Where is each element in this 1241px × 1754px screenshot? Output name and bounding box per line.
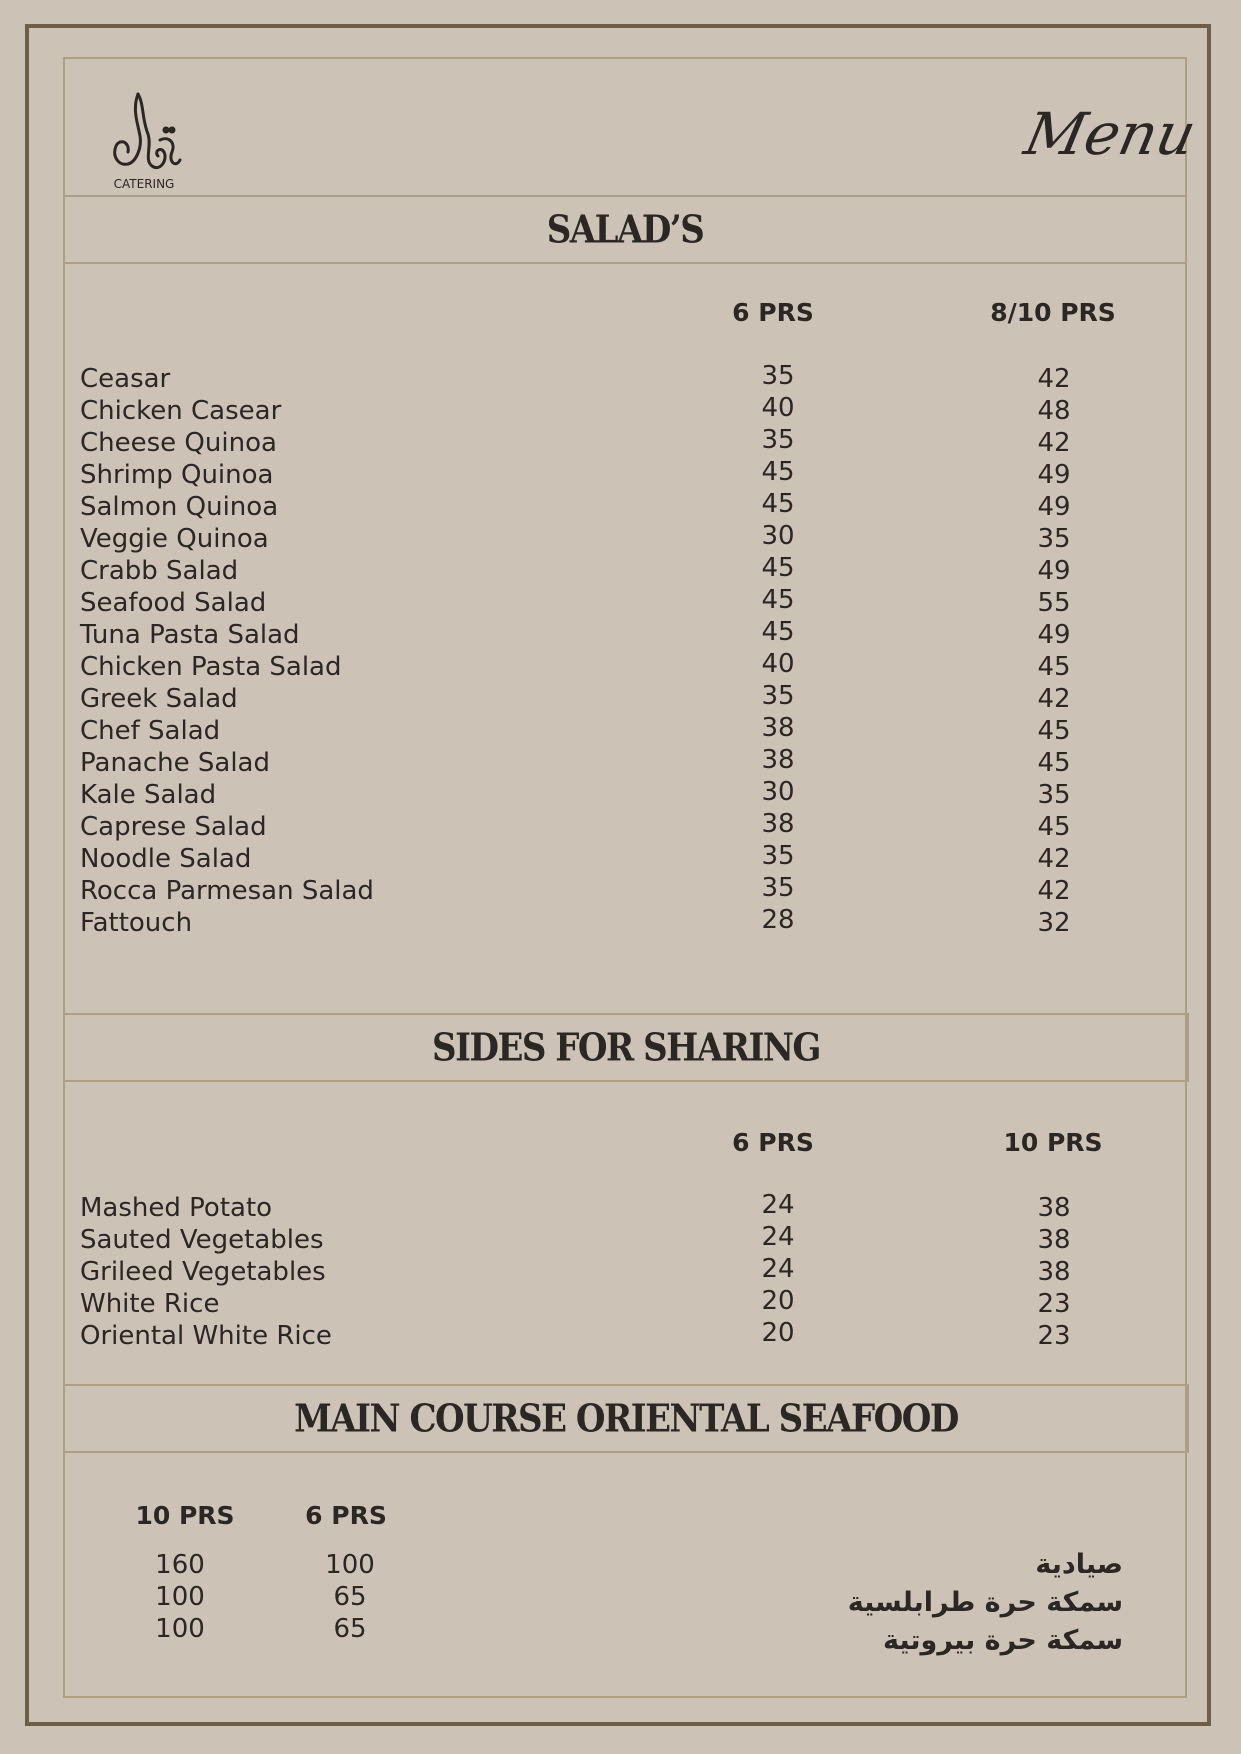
salads-item-name: Kale Salad	[80, 780, 217, 810]
seafood-price-6prs-list	[290, 1549, 410, 1645]
seafood-name-list	[848, 1546, 1123, 1660]
salads-item-price: 38	[761, 745, 795, 775]
seafood-price-10prs-list	[120, 1549, 240, 1645]
sides-price-6prs-list	[718, 1189, 838, 1349]
seafood-col2-header: 6 PRS	[305, 1501, 387, 1530]
salads-item-name: Ceasar	[80, 364, 171, 394]
seafood-section-header	[63, 1384, 1189, 1453]
sides-item-price: 20	[761, 1318, 795, 1348]
logo-caption: CATERING	[113, 177, 175, 191]
sides-item-name: Mashed Potato	[80, 1193, 273, 1223]
salads-item-price: 45	[761, 617, 795, 647]
salads-item-price: 45	[761, 553, 795, 583]
sides-item-price: 24	[761, 1222, 795, 1252]
sides-item-name: Oriental White Rice	[80, 1321, 332, 1351]
seafood-item-price: 100	[325, 1550, 375, 1580]
salads-item-name: Greek Salad	[80, 684, 238, 714]
salads-item-price: 45	[761, 457, 795, 487]
salads-item-price: 35	[761, 425, 795, 455]
salads-item-price: 42	[1037, 364, 1071, 394]
salads-item-price: 45	[1037, 716, 1071, 746]
sides-item-price: 38	[1037, 1225, 1071, 1255]
salads-item-price: 45	[761, 489, 795, 519]
seafood-title: MAIN COURSE ORIENTAL SEAFOOD	[294, 1396, 958, 1441]
seafood-item-name: صيادية	[1035, 1549, 1123, 1580]
salads-item-price: 35	[1037, 780, 1071, 810]
salads-item-name: Veggie Quinoa	[80, 524, 269, 554]
salads-item-name: Rocca Parmesan Salad	[80, 876, 374, 906]
sides-item-price: 24	[761, 1254, 795, 1284]
sides-item-name: Sauted Vegetables	[80, 1225, 324, 1255]
sides-price-10prs-list	[994, 1192, 1114, 1352]
salads-price-6prs-list	[718, 360, 838, 936]
salads-item-name: Chicken Casear	[80, 396, 282, 426]
salads-item-name: Shrimp Quinoa	[80, 460, 274, 490]
seafood-item-name: سمكة حرة طرابلسية	[847, 1587, 1123, 1618]
salads-item-price: 45	[1037, 812, 1071, 842]
salads-item-price: 45	[761, 585, 795, 615]
sides-section-header	[63, 1013, 1189, 1082]
salads-item-price: 45	[1037, 748, 1071, 778]
salads-item-price: 35	[761, 361, 795, 391]
salads-item-price: 49	[1037, 492, 1071, 522]
seafood-item-name: سمكة حرة بيروتية	[883, 1625, 1123, 1656]
salads-item-name: Salmon Quinoa	[80, 492, 279, 522]
sides-col1-header: 6 PRS	[732, 1128, 814, 1157]
salads-item-name: Crabb Salad	[80, 556, 239, 586]
salads-item-price: 55	[1037, 588, 1071, 618]
salads-title: SALAD’S	[546, 207, 704, 252]
sides-item-price: 38	[1037, 1257, 1071, 1287]
sides-name-list	[80, 1192, 332, 1352]
salads-price-8-10prs-list	[994, 363, 1114, 939]
salads-section-header	[63, 195, 1187, 264]
salads-item-price: 30	[761, 777, 795, 807]
salads-item-price: 42	[1037, 876, 1071, 906]
catering-logo-icon	[108, 90, 184, 190]
sides-title: SIDES FOR SHARING	[432, 1025, 820, 1070]
seafood-item-price: 100	[155, 1582, 205, 1612]
salads-item-price: 32	[1037, 908, 1071, 938]
salads-item-price: 40	[761, 393, 795, 423]
sides-item-name: Grileed Vegetables	[80, 1257, 326, 1287]
seafood-item-price: 160	[155, 1550, 205, 1580]
sides-item-price: 38	[1037, 1193, 1071, 1223]
salads-item-price: 48	[1037, 396, 1071, 426]
salads-item-price: 42	[1037, 428, 1071, 458]
salads-item-name: Tuna Pasta Salad	[80, 620, 300, 650]
salads-item-name: Noodle Salad	[80, 844, 252, 874]
seafood-item-price: 100	[155, 1614, 205, 1644]
seafood-col1-header: 10 PRS	[135, 1501, 235, 1530]
salads-item-price: 38	[761, 809, 795, 839]
salads-item-price: 35	[761, 841, 795, 871]
salads-item-price: 42	[1037, 844, 1071, 874]
salads-col2-header: 8/10 PRS	[990, 298, 1116, 327]
salads-item-name: Chef Salad	[80, 716, 221, 746]
salads-item-name: Chicken Pasta Salad	[80, 652, 342, 682]
salads-item-price: 42	[1037, 684, 1071, 714]
sides-item-price: 20	[761, 1286, 795, 1316]
salads-item-name: Caprese Salad	[80, 812, 267, 842]
salads-item-price: 49	[1037, 556, 1071, 586]
salads-item-price: 38	[761, 713, 795, 743]
salads-item-price: 40	[761, 649, 795, 679]
salads-item-name: Panache Salad	[80, 748, 270, 778]
menu-script-text: Menu	[1019, 100, 1202, 168]
seafood-item-price: 65	[333, 1614, 367, 1644]
salads-col1-header: 6 PRS	[732, 298, 814, 327]
seafood-item-price: 65	[333, 1582, 367, 1612]
salads-item-price: 30	[761, 521, 795, 551]
salads-item-price: 35	[761, 873, 795, 903]
salads-item-price: 49	[1037, 620, 1071, 650]
salads-item-price: 45	[1037, 652, 1071, 682]
sides-item-price: 24	[761, 1190, 795, 1220]
sides-item-name: White Rice	[80, 1289, 220, 1319]
sides-col2-header: 10 PRS	[1003, 1128, 1103, 1157]
salads-item-price: 35	[1037, 524, 1071, 554]
salads-item-price: 49	[1037, 460, 1071, 490]
salads-item-price: 35	[761, 681, 795, 711]
menu-script-title	[1019, 88, 1202, 178]
salads-item-name: Fattouch	[80, 908, 193, 938]
salads-item-price: 28	[761, 905, 795, 935]
salads-item-name: Seafood Salad	[80, 588, 267, 618]
salads-item-name: Cheese Quinoa	[80, 428, 277, 458]
salads-name-list	[80, 363, 374, 939]
sides-item-price: 23	[1037, 1321, 1071, 1351]
sides-item-price: 23	[1037, 1289, 1071, 1319]
